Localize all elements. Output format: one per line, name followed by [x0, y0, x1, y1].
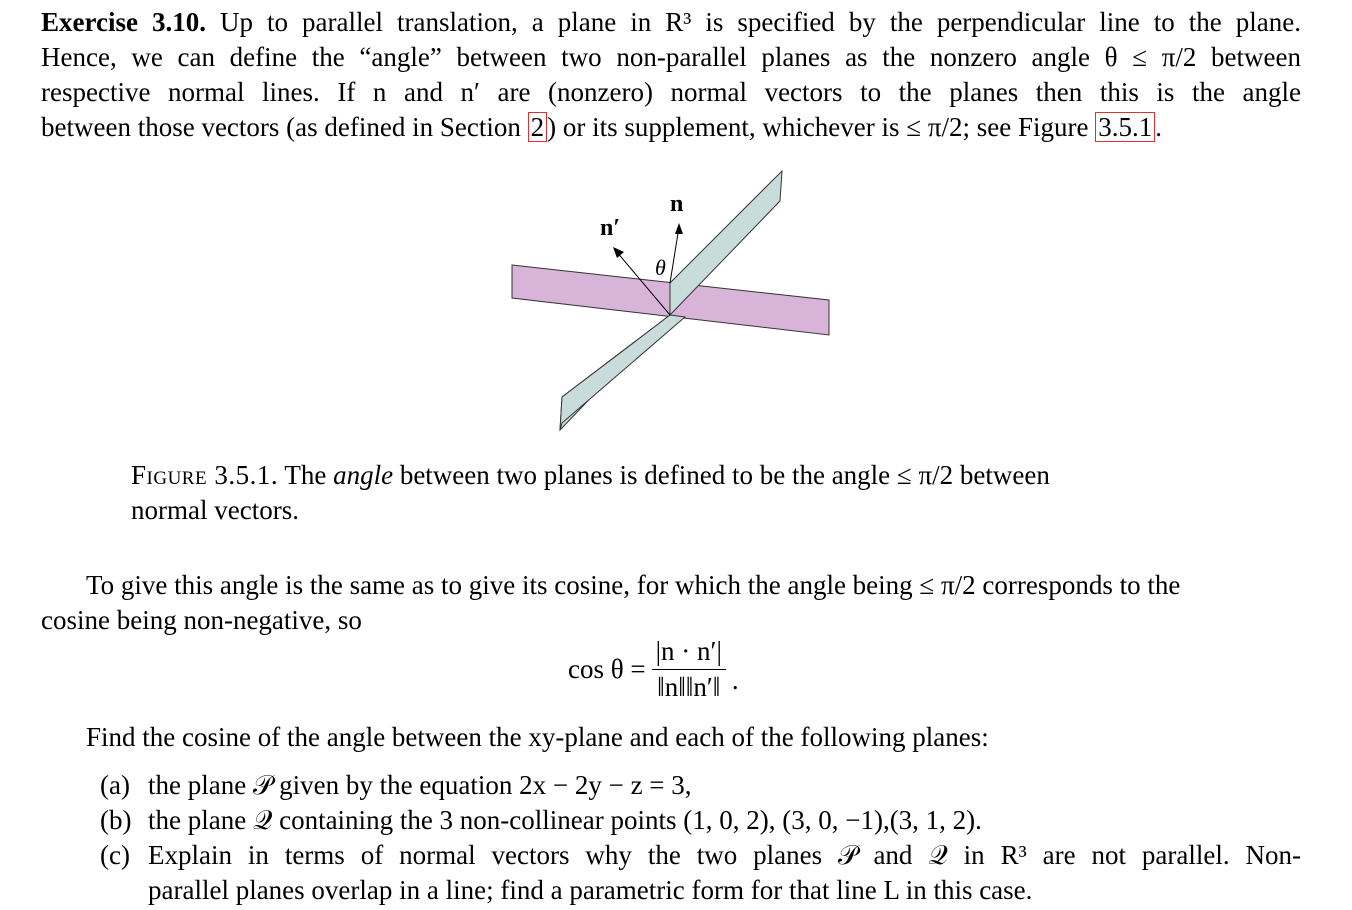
formula-lhs: cos θ =: [568, 654, 646, 684]
label-n-prime: n′: [600, 215, 621, 241]
exercise-line-2: Hence, we can define the “angle” between two non-parallel planes as the nonzero angle θ ≤ π/2 between: [41, 42, 1301, 72]
item-b: [100, 803, 1301, 838]
caption-line-2: normal vectors.: [131, 495, 299, 525]
exercise-line-1: Exercise 3.10. Up to parallel translation, a plane in R³ is specified by the perpendicular line to the plane.: [41, 7, 1301, 37]
caption-label: Figure 3.5.1.: [131, 460, 279, 490]
exercise-items: [100, 768, 1301, 908]
formula-fraction: [652, 636, 726, 703]
planes-figure: [500, 165, 840, 440]
formula-numerator: |n · n′|: [652, 636, 726, 670]
tilted-plane-front: [560, 315, 685, 430]
exercise-paragraph: [41, 5, 1301, 145]
item-a-label: (a): [100, 770, 130, 800]
caption-angle-word: angle: [333, 460, 394, 490]
label-theta: θ: [655, 255, 666, 280]
item-b-text: the plane 𝒬 containing the 3 non-collinear points (1, 0, 2), (3, 0, −1),(3, 1, 2).: [148, 805, 982, 835]
formula-period: .: [731, 665, 739, 695]
label-n: n: [670, 191, 684, 217]
normal-n-arrow: [670, 227, 679, 283]
section-link[interactable]: 2: [528, 112, 548, 142]
item-c-text-2: parallel planes overlap in a line; find a parametric form for that line L in this case.: [148, 875, 1033, 905]
cosine-line-2: cosine being non-negative, so: [41, 605, 362, 635]
normal-n-prime-arrowhead: [613, 247, 624, 258]
figure-caption: Figure 3.5.1. The angle between two planes is defined to be the angle ≤ π/2 between normal vectors.: [131, 460, 1050, 525]
normal-n-arrowhead: [675, 223, 683, 234]
exercise-heading: Exercise 3.10.: [41, 7, 206, 37]
cosine-formula: [568, 636, 739, 703]
item-c-label: (c): [100, 840, 130, 870]
cosine-paragraph: [41, 568, 1301, 638]
formula-denominator: ‖n‖‖n′‖: [657, 672, 721, 702]
item-c: [100, 838, 1301, 908]
item-a-text: the plane 𝒫 given by the equation 2x − 2y − z = 3,: [148, 770, 692, 800]
find-instruction: Find the cosine of the angle between the xy-plane and each of the following planes:: [86, 722, 989, 752]
item-c-text-1: Explain in terms of normal vectors why the two planes 𝒫 and 𝒬 in R³ are not parallel. Non-: [148, 840, 1301, 870]
exercise-line-3: respective normal lines. If n and n′ are (nonzero) normal vectors to the planes then this is the angle: [41, 77, 1301, 107]
figure-link[interactable]: 3.5.1: [1095, 112, 1155, 142]
exercise-line-4: between those vectors (as defined in Section 2 ) or its supplement, whichever is ≤ π/2; see Figure 3.5.1 .: [41, 112, 1162, 142]
item-b-label: (b): [100, 805, 132, 835]
item-a: [100, 768, 1301, 803]
cosine-line-1: To give this angle is the same as to give its cosine, for which the angle being ≤ π/2 corresponds to the: [86, 570, 1181, 600]
